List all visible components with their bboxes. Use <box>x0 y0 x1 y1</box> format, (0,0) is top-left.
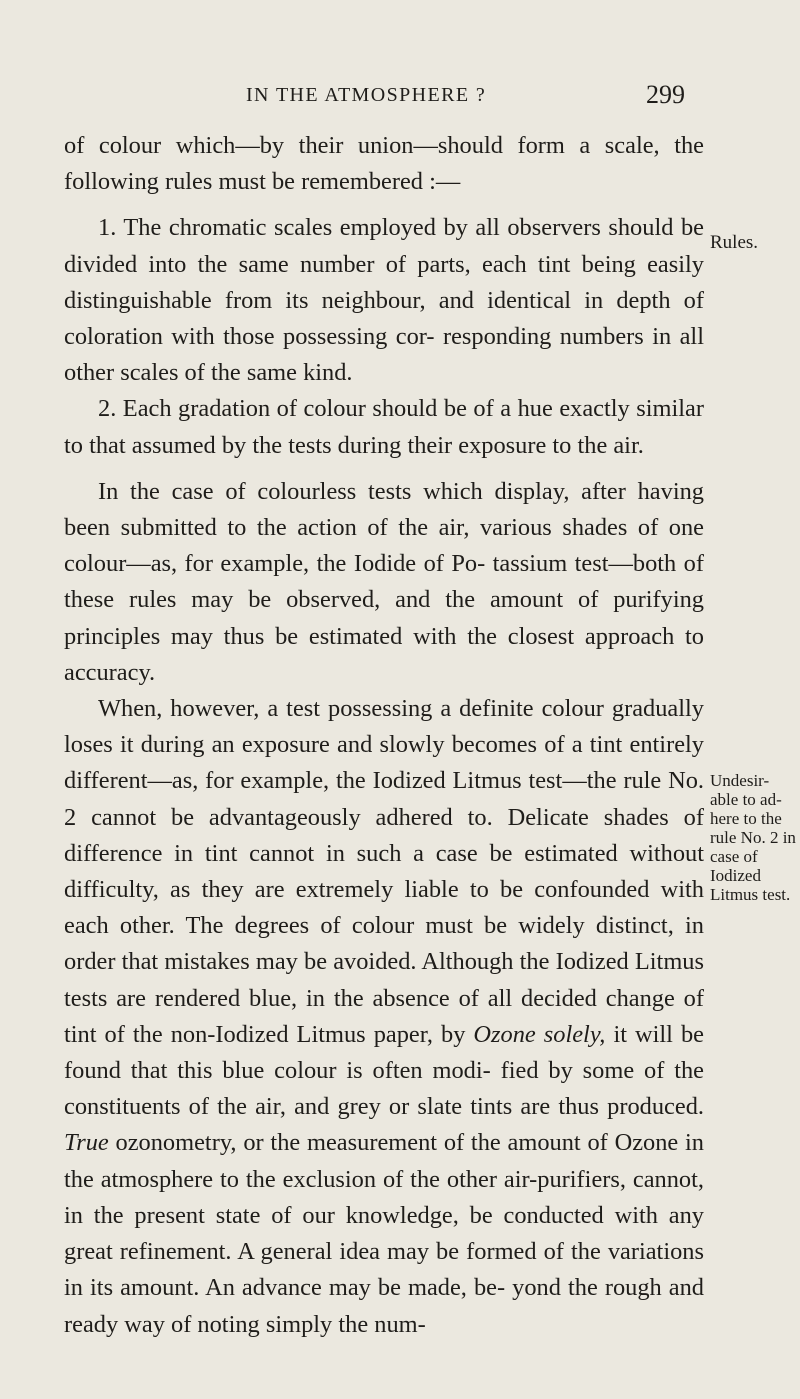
paragraph-colourless-tests <box>64 474 704 691</box>
paragraph-text: 2. Each gradation of colour should be of a hue exactly similar to that assumed by the tests during their exposure to the air. <box>64 395 704 459</box>
paragraph-rule-1 <box>64 210 704 391</box>
italic-true: True <box>64 1129 109 1157</box>
italic-ozone-solely: Ozone solely, <box>473 1020 606 1048</box>
paragraph-text: 1. The chromatic scales employed by all observers should be divided into the same number of parts, each tint being easily distinguishable from its neighbour, and identical in depth of coloration with those possessing cor- responding numbers in all other scales of the same kind. <box>64 214 704 387</box>
running-title: IN THE ATMOSPHERE ? <box>246 84 487 106</box>
body-text <box>64 128 704 1343</box>
paragraph-rule-2 <box>64 391 704 463</box>
running-head <box>0 80 800 114</box>
paragraph-text: In the case of colourless tests which display, after having been submitted to the action of the air, various shades of one colour—as, for example, the Iodide of Po- tassium test—both of these rules may be observed, and the amount of purifying principles may thus be estimated with the closest approach to accuracy. <box>64 477 704 686</box>
paragraph-definite-colour <box>64 691 704 1343</box>
paragraph-text: it will be found that this blue colour is often modi- fied by some of the constituents of the air, and grey or slate tints are thus produced. <box>64 1020 704 1121</box>
side-note-rules: Rules. <box>710 232 759 253</box>
page-number: 299 <box>646 80 685 109</box>
paragraph-text: When, however, a test possessing a definite colour gradually loses it during an exposure and slowly becomes of a tint entirely different—as, for example, the Iodized Litmus test—the rule No. 2 cannot be advantageously adhered to. Delicate shades of difference in tint cannot in such a case be estimated without difficulty, as they are extremely liable to be confounded with each other. The degrees of colour must be widely distinct, in order that mistakes may be avoided. Although the Iodized Litmus tests are rendered blue, in the absence of all decided change of tint of the non-Iodized Litmus paper, by <box>64 695 704 1048</box>
paragraph-text: ozonometry, or the measurement of the amount of Ozone in the atmosphere to the exclusion of the other air-purifiers, cannot, in the present state of our knowledge, be conducted with any great refinement. A general idea may be formed of the variations in its amount. An advance may be made, be- yond the rough and ready way of noting simply the num- <box>64 1129 704 1338</box>
paragraph-scale-intro <box>64 128 704 200</box>
paragraph-text: of colour which—by their union—should form a scale, the following rules must be remembered :— <box>64 132 704 196</box>
side-note-undesirable: Undesir- able to ad- here to the rule No. 2 in case of Iodized Litmus test. <box>710 771 796 904</box>
